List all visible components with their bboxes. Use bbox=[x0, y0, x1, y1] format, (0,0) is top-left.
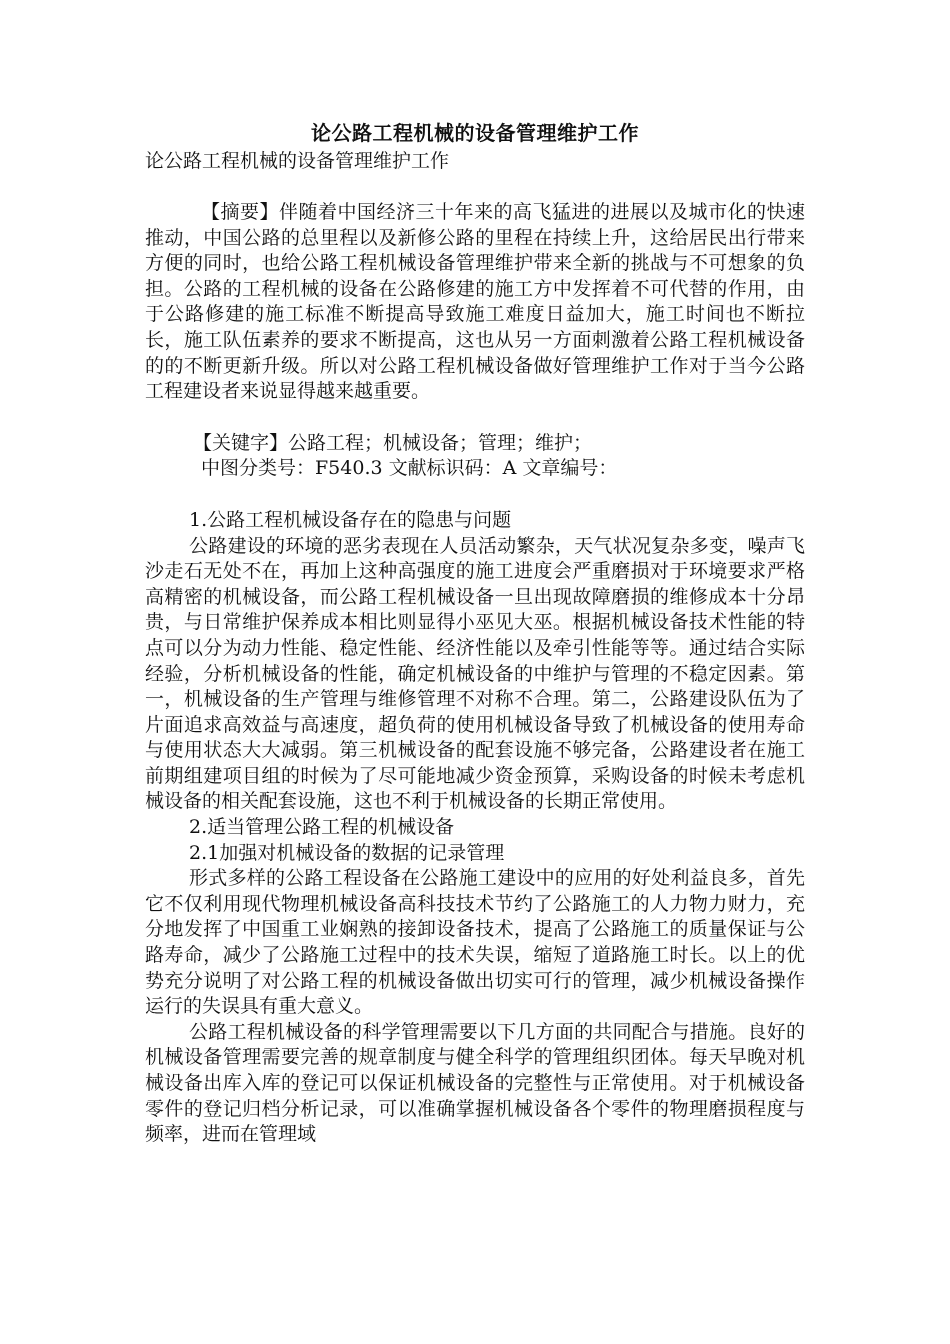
document-subtitle: 论公路工程机械的设备管理维护工作 bbox=[145, 150, 450, 172]
keywords-line: 【关键字】公路工程；机械设备；管理；维护； bbox=[193, 431, 593, 454]
section-2-heading: 2.适当管理公路工程的机械设备 bbox=[189, 816, 455, 839]
document-title: 论公路工程机械的设备管理维护工作 bbox=[311, 121, 639, 145]
abstract-paragraph: 【摘要】伴随着中国经济三十年来的高飞猛进的进展以及城市化的快速推动，中国公路的总里程以及新修公路的里程在持续上升，这给居民出行带来方便的同时，也给公路工程机械设备管理维护带来全新的挑战与不可想象的负担。公路的工程机械的设备在公路修建的施工方中发挥着不可代替的作用，由于公路修建的施工标准不断提高导致施工难度日益加大，施工时间也不断拉长，施工队伍素养的要求不断提高，这也从另一方面刺激着公路工程机械设备的的不断更新升级。所以对公路工程机械设备做好管理维护工作对于当今公路工程建设者来说显得越来越重要。 bbox=[145, 201, 805, 403]
section-2-1-paragraph-2: 公路工程机械设备的科学管理需要以下几方面的共同配合与措施。良好的机械设备管理需要完善的规章制度与健全科学的管理组织团体。每天早晚对机械设备出库入库的登记可以保证机械设备的完整性与正常使用。对于机械设备零件的登记归档分析记录，可以准确掌握机械设备各个零件的物理磨损程度与频率，进而在管理域 bbox=[145, 1020, 805, 1146]
document-page bbox=[145, 118, 805, 1148]
section-1-paragraph: 公路建设的环境的恶劣表现在人员活动繁杂，天气状况复杂多变，噪声飞沙走石无处不在，再加上这种高强度的施工进度会严重磨损对于环境要求严格高精密的机械设备，而公路工程机械设备一旦出现故障磨损的维修成本十分昂贵，与日常维护保养成本相比则显得小巫见大巫。根据机械设备技术性能的特点可以分为动力性能、稳定性能、经济性能以及牵引性能等等。通过结合实际经验，分析机械设备的性能，确定机械设备的中维护与管理的不稳定因素。第一，机械设备的生产管理与维修管理不对称不合理。第二，公路建设队伍为了片面追求高效益与高速度，超负荷的使用机械设备导致了机械设备的使用寿命与使用状态大大减弱。第三机械设备的配套设施不够完备，公路建设者在施工前期组建项目组的时候为了尽可能地减少资金预算，采购设备的时候未考虑机械设备的相关配套设施，这也不利于机械设备的长期正常使用。 bbox=[145, 534, 805, 813]
section-1-heading: 1.公路工程机械设备存在的隐患与问题 bbox=[189, 508, 512, 531]
classification-line: 中图分类号：F540.3 文献标识码：A 文章编号： bbox=[201, 457, 618, 480]
section-2-1-paragraph-1: 形式多样的公路工程设备在公路施工建设中的应用的好处利益良多，首先它不仅利用现代物理机械设备高科技技术节约了公路施工的人力物力财力，充分地发挥了中国重工业娴熟的接卸设备技术，提高了公路施工的质量保证与公路寿命，减少了公路施工过程中的技术失误，缩短了道路施工时长。以上的优势充分说明了对公路工程的机械设备做出切实可行的管理，减少机械设备操作运行的失误具有重大意义。 bbox=[145, 867, 805, 1018]
section-2-1-heading: 2.1加强对机械设备的数据的记录管理 bbox=[189, 841, 505, 864]
